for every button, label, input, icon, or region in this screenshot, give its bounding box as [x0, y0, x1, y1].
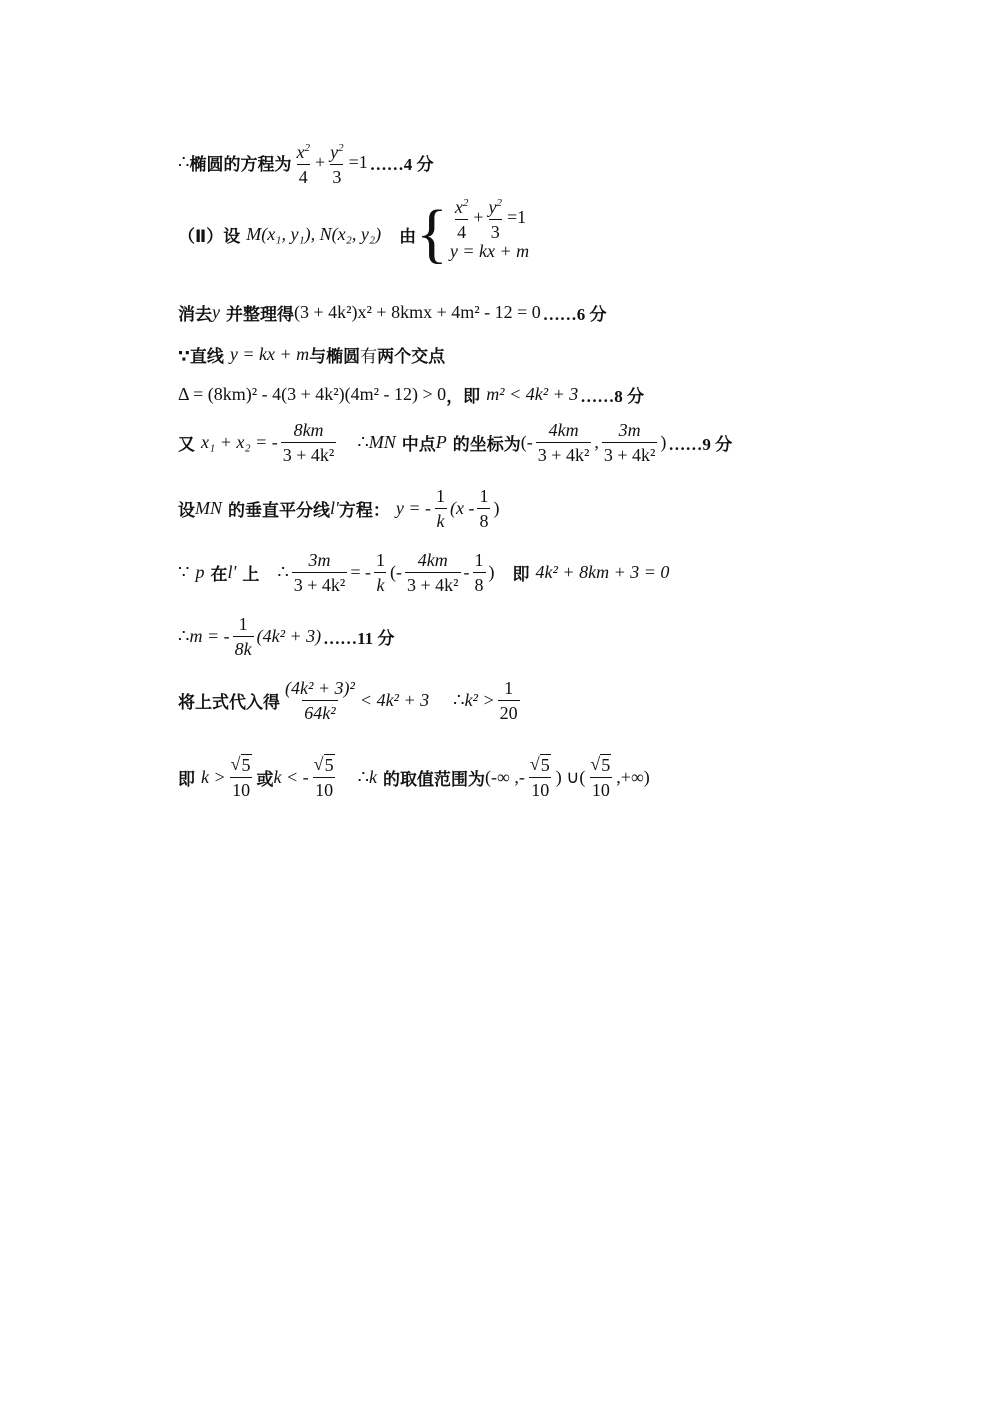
m-expression-line [178, 614, 394, 659]
segment-mn: MN [368, 432, 396, 452]
bisector-line [178, 486, 499, 531]
sub-frac-1: $\frac{\text{(4k² + 3)²}}{\text{64k²}}$ [285, 678, 355, 723]
range-label: 的取值范围为 [383, 769, 486, 790]
m-eq-a: m = - [189, 626, 230, 646]
eliminate-y-line [178, 300, 607, 325]
p-eq-c: - [463, 562, 470, 582]
you-label-2: 又 [178, 435, 195, 455]
k-squared: k² > [464, 690, 495, 710]
equals-one: =1 [348, 152, 368, 172]
segment-mn-2: MN [195, 498, 222, 518]
score-4: ……4 分 [369, 155, 434, 174]
you-label: 由 [399, 226, 417, 247]
k-less: k < - [273, 766, 309, 787]
km-equation: 4k² + 8km + 3 = 0 [535, 562, 670, 582]
midpoint-line: 又 x₁ + x₂ = - $\frac{8km}{\text{3 + 4k²}}$ ∴ MN 中点 P 的坐标为 (- $\frac{4km}{\text{3 + 4k²}}$ , $\frac{3m}{\text{3 + 4k²}}$ ) ……9 分 [178, 420, 733, 465]
therefore-symbol-5: ∴ [453, 690, 465, 710]
sub-frac-2: $\frac{1}{20}$ [499, 678, 518, 723]
p-eq-a: = - [350, 562, 371, 582]
p-on-line-line [178, 550, 669, 595]
equation-system: $\frac{x^2}{4}$ + $\frac{y^2}{3}$ =1 y = kx + m [449, 196, 530, 261]
x2-over-4-fraction: $\frac{x^2}{4}$ [296, 142, 310, 187]
range-r1: (-∞ ,- [485, 766, 525, 787]
range-frac-3: √ 5 10 [529, 754, 550, 800]
var-y: y [212, 302, 220, 322]
line-equation: y = kx + m [229, 344, 310, 364]
ji-label: ，即 [446, 387, 481, 407]
therefore-symbol: ∴ [178, 152, 190, 172]
intersection-line [178, 342, 445, 367]
therefore-symbol-4: ∴ [178, 626, 190, 646]
range-line [178, 754, 650, 800]
range-frac-2: √ 5 10 [313, 754, 334, 800]
zai-label: 在 [210, 565, 228, 585]
score-11: ……11 分 [323, 629, 395, 648]
score-6: ……6 分 [542, 305, 607, 324]
bisector-eq-c: ) [493, 498, 500, 518]
eliminate-label: 消去 [178, 305, 212, 325]
bisector-frac-1: $\frac{1}{k}$ [436, 486, 445, 531]
ellipse-equation-line: ∴ 椭圆的方程为 $\frac{x^2}{4}$ + $\frac{y^2}{3}$ =1 ……4 分 [178, 138, 434, 187]
m-squared-inequality: m² < 4k² + 3 [486, 384, 579, 404]
huo-label: 或 [256, 769, 274, 790]
ji-label-3: 即 [178, 769, 195, 790]
p-eq-b: (- [389, 562, 402, 582]
because-symbol: ∵ [178, 562, 190, 582]
bisector-frac-2: $\frac{1}{8}$ [479, 486, 489, 531]
system-brace: { [416, 197, 448, 270]
therefore-symbol-6: ∴ [357, 766, 370, 787]
coord-close: ) [660, 432, 667, 452]
sub-inequality: < 4k² + 3 [359, 690, 430, 710]
p-eq-d: ) [488, 562, 495, 582]
with-ellipse-label: 与椭圆 [309, 347, 361, 367]
coord-x-fraction: $\frac{4km}{\text{3 + 4k²}}$ [537, 420, 590, 465]
y2-over-3-fraction: $\frac{y^2}{3}$ [330, 142, 344, 187]
she-label: 设 [178, 501, 195, 521]
p-frac-1: $\frac{3m}{\text{3 + 4k²}}$ [293, 550, 346, 595]
discriminant-inequality: Δ = (8km)² - 4(3 + 4k²)(4m² - 12) > 0 [178, 384, 447, 404]
sum-fraction: $\frac{8km}{\text{3 + 4k²}}$ [282, 420, 335, 465]
two-points-label: 两个交点 [377, 347, 446, 367]
therefore-symbol-3: ∴ [277, 562, 289, 582]
k-greater: k > [201, 766, 226, 787]
has-label: 有 [360, 347, 378, 367]
substitute-label: 将上式代入得 [178, 693, 280, 713]
point-p-2: p [195, 562, 205, 582]
p-frac-2: $\frac{1}{k}$ [375, 550, 385, 595]
bisector-eq-b: (x - [450, 498, 475, 518]
line-l-prime-2: l' [227, 562, 237, 582]
system-eq2: y = kx + m [449, 240, 530, 261]
m-frac: $\frac{1}{8k}$ [234, 614, 252, 659]
ellipse-equation-label: 椭圆的方程为 [189, 155, 292, 175]
coordinate-label: 的坐标为 [452, 435, 521, 455]
part-two-label: （Ⅱ）设 [178, 226, 241, 247]
discriminant-line [178, 382, 644, 407]
ji-label-2: 即 [512, 565, 530, 585]
because-line-label: ∵直线 [178, 347, 224, 367]
substitute-line [178, 678, 523, 723]
p-frac-3: $\frac{4km}{\text{3 + 4k²}}$ [406, 550, 459, 595]
var-k: k [369, 766, 378, 787]
bisector-eq-a: y = - [395, 498, 431, 518]
coord-y-fraction: $\frac{3m}{\text{3 + 4k²}}$ [603, 420, 656, 465]
part-two-setup-line [178, 196, 530, 270]
equation-label: 方程： [338, 501, 390, 521]
points-mn: M(x₁, y₁), N(x₂, y₂) [246, 223, 382, 244]
range-frac-4: √ 5 10 [590, 754, 611, 800]
system-eq1-tail: =1 [507, 206, 527, 227]
perpendicular-bisector-label: 的垂直平分线 [228, 501, 330, 521]
x-sum: x₁ + x₂ = - [201, 432, 278, 452]
line-l-prime: l' [330, 498, 339, 518]
score-8: ……8 分 [580, 387, 645, 406]
shang-label: 上 [242, 565, 260, 585]
p-frac-4: $\frac{1}{8}$ [474, 550, 484, 595]
range-r2: ) ∪( [555, 766, 586, 787]
arrange-label: 并整理得 [226, 305, 294, 325]
range-r3: ,+∞) [616, 766, 650, 787]
point-p: P [435, 432, 447, 452]
quadratic-equation: (3 + 4k²)x² + 8kmx + 4m² - 12 = 0 [294, 302, 541, 322]
m-eq-b: (4k² + 3) [256, 626, 322, 646]
therefore-symbol-2: ∴ [357, 432, 369, 452]
score-9: ……9 分 [668, 435, 733, 454]
range-frac-1: √ 5 10 [230, 754, 251, 800]
coord-open: (- [520, 432, 533, 452]
midpoint-label: 中点 [401, 435, 436, 455]
